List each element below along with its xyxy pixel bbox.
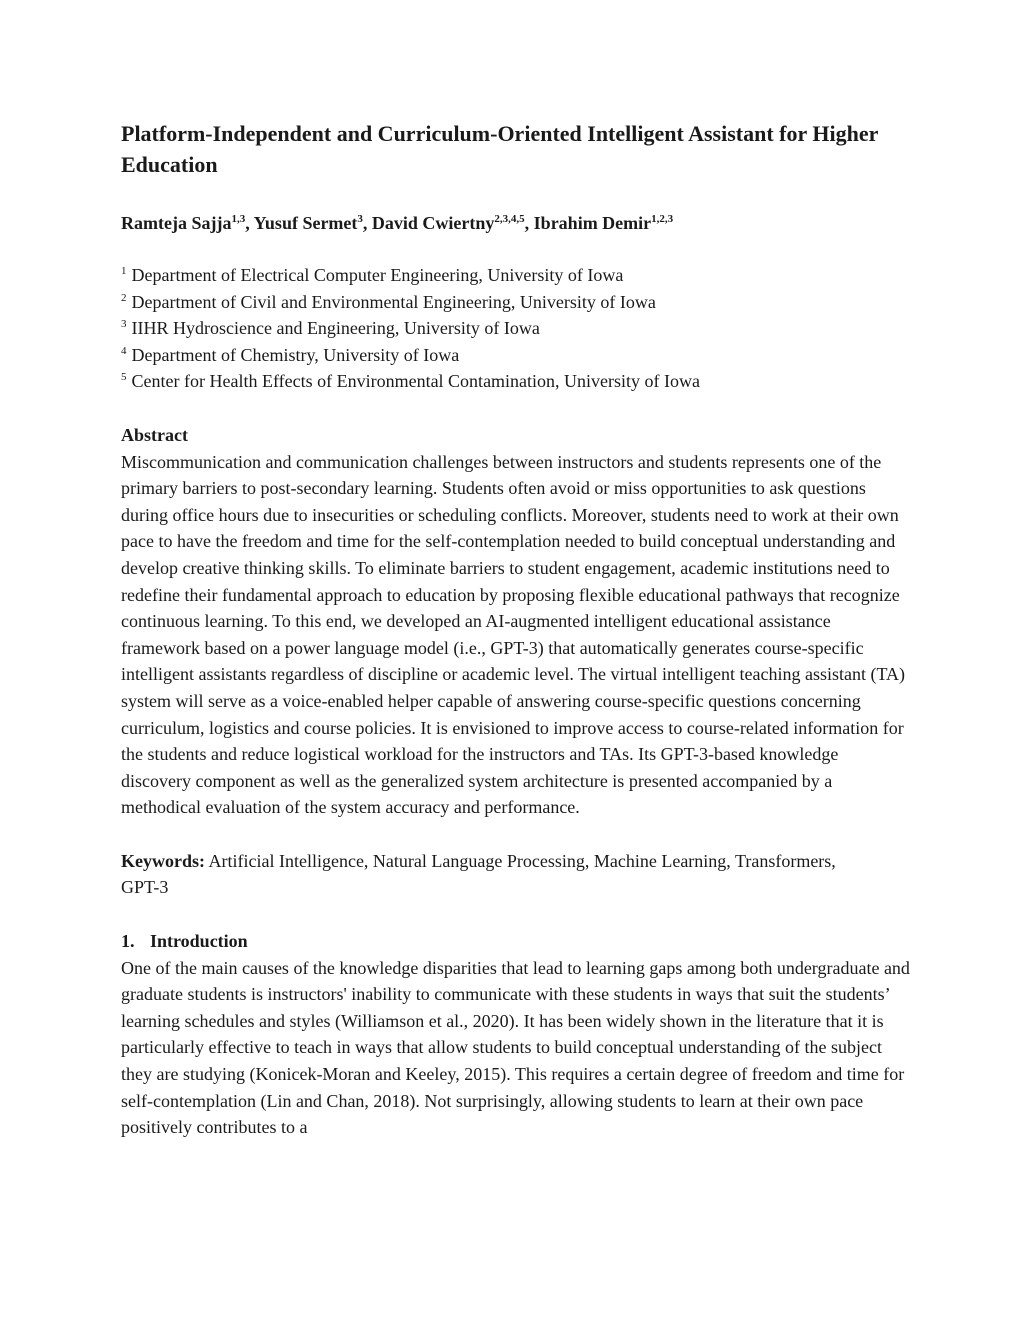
author-affiliation-marker: 1,2,3 bbox=[651, 213, 674, 225]
author-affiliation-marker: 2,3,4,5 bbox=[494, 213, 525, 225]
affiliation-text: Department of Chemistry, University of Iowa bbox=[131, 344, 460, 365]
affiliation-item bbox=[121, 262, 911, 289]
author-name: David Cwiertny bbox=[371, 213, 495, 233]
affiliation-item bbox=[121, 368, 911, 395]
author-affiliation-marker: 3 bbox=[357, 213, 363, 225]
author-list bbox=[121, 211, 911, 235]
author-separator: , bbox=[245, 213, 254, 233]
section-number: 1. bbox=[121, 931, 135, 952]
affiliation-number: 5 bbox=[121, 371, 127, 384]
affiliation-number: 4 bbox=[121, 344, 127, 357]
affiliation-number: 1 bbox=[121, 265, 127, 277]
affiliation-text: Center for Health Effects of Environmental Contamination, University of Iowa bbox=[131, 371, 701, 392]
affiliation-item bbox=[121, 342, 911, 369]
abstract-text: Miscommunication and communication challenges between instructors and students represents one of the primary barriers to post-secondary learning. Students often avoid or miss opportunities to ask questions during office hours due to insecurities or scheduling conflicts. Moreover, students need to work at their own pace to have the freedom and time for the self-contemplation needed to build conceptual understanding and develop creative thinking skills. To eliminate barriers to student engagement, academic institutions need to redefine their fundamental approach to education by proposing flexible educational pathways that recognize continuous learning. To this end, we developed an AI-augmented intelligent educational assistance framework based on a power language model (i.e., GPT-3) that automatically generates course-specific intelligent assistants regardless of discipline or academic level. The virtual intelligent teaching assistant (TA) system will serve as a voice-enabled helper capable of answering course-specific questions concerning curriculum, logistics and course policies. It is envisioned to improve access to course-related information for the students and reduce logistical workload for the instructors and TAs. Its GPT-3-based knowledge discovery component as well as the generalized system architecture is presented accompanied by a methodical evaluation of the system accuracy and performance. bbox=[121, 451, 905, 818]
keywords-label: Keywords: bbox=[121, 850, 205, 871]
abstract-heading: Abstract bbox=[121, 424, 188, 445]
author-name: Ramteja Sajja bbox=[121, 213, 232, 233]
keywords-text: Artificial Intelligence, Natural Language Processing, Machine Learning, Transformers, GPT-3 bbox=[121, 850, 836, 898]
affiliation-text: Department of Electrical Computer Engineering, University of Iowa bbox=[131, 265, 624, 285]
affiliation-list bbox=[121, 262, 911, 395]
author-separator: , bbox=[524, 213, 534, 233]
keywords bbox=[121, 848, 841, 901]
author-name: Ibrahim Demir bbox=[533, 213, 652, 233]
introduction-text: One of the main causes of the knowledge disparities that lead to learning gaps among both undergraduate and graduate students is instructors' inability to communicate with these students in ways that suit the students’ learning schedules and styles (Williamson et al., 2020). It has been widely shown in the literature that it is particularly effective to teach in ways that allow students to build conceptual understanding of the subject they are studying (Konicek-Moran and Keeley, 2015). This requires a certain degree of freedom and time for self-contemplation (Lin and Chan, 2018). Not surprisingly, allowing students to learn at their own pace positively contributes to a bbox=[121, 957, 910, 1138]
affiliation-item bbox=[121, 289, 911, 316]
introduction-section bbox=[121, 928, 911, 1141]
affiliation-text: IIHR Hydroscience and Engineering, University of Iowa bbox=[131, 318, 540, 339]
introduction-heading bbox=[121, 928, 911, 955]
paper-title: Platform-Independent and Curriculum-Oriented Intelligent Assistant for Higher Education bbox=[121, 121, 878, 177]
affiliation-number: 3 bbox=[121, 318, 127, 331]
affiliation-item bbox=[121, 315, 911, 342]
section-title: Introduction bbox=[150, 931, 248, 952]
paper-page bbox=[121, 118, 911, 1141]
abstract-section bbox=[121, 422, 911, 821]
affiliation-text: Department of Civil and Environmental Engineering, University of Iowa bbox=[131, 291, 656, 312]
author-name: Yusuf Sermet bbox=[253, 213, 358, 233]
affiliation-number: 2 bbox=[121, 291, 127, 304]
author-separator: , bbox=[362, 213, 372, 233]
author-affiliation-marker: 1,3 bbox=[231, 213, 246, 225]
